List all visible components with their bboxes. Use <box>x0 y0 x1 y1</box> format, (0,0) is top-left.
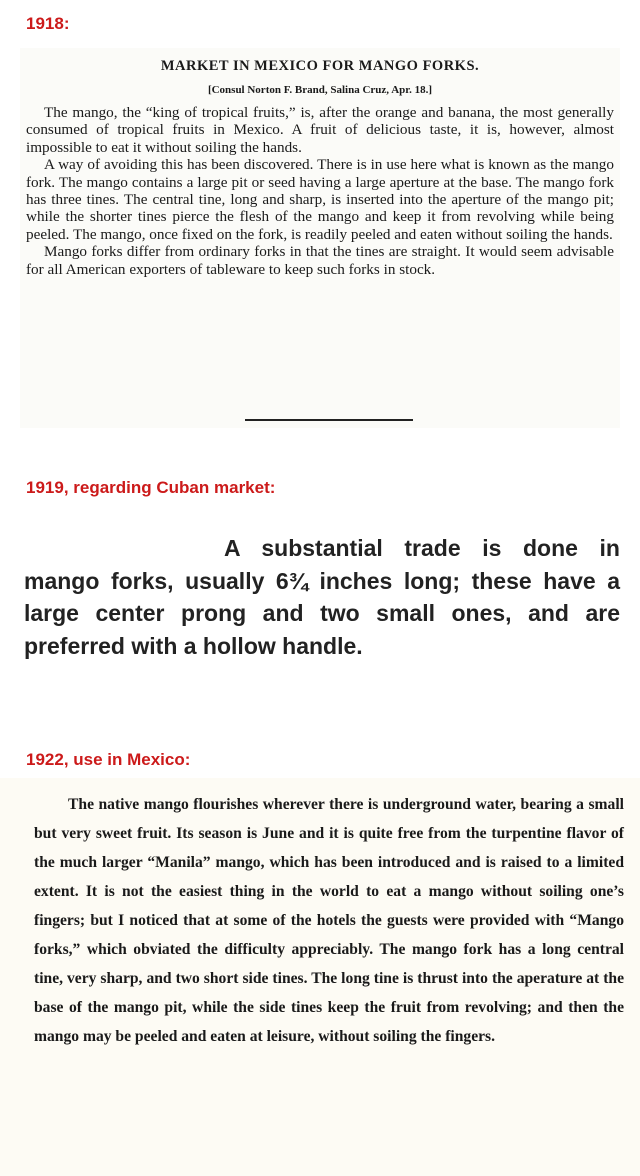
label-1919: 1919, regarding Cuban market: <box>26 478 276 497</box>
clipping-1918-paragraph: Mango forks differ from ordinary forks in that the tines are straight. It would seem advisable for all American exporters of tableware to keep such forks in stock. <box>26 243 614 278</box>
label-1918: 1918: <box>26 14 70 33</box>
clipping-1918-headline: MARKET IN MEXICO FOR MANGO FORKS. <box>160 58 480 74</box>
clipping-1918 <box>20 48 620 428</box>
divider-rule <box>245 419 413 421</box>
clipping-1918-body <box>20 104 620 278</box>
clipping-1922 <box>0 778 640 1176</box>
clipping-1919 <box>24 532 620 702</box>
clipping-1918-paragraph: The mango, the “king of tropical fruits,” is, after the orange and banana, the most generally consumed of tropical fruits in Mexico. A fruit of delicious taste, it is, however, almost impossible to eat it without soiling the hands. <box>26 104 614 156</box>
clipping-1919-text: A substantial trade is done in mango forks, usually 6¾ inches long; these have a large center prong and two small ones, and are preferred with a hollow handle. <box>24 535 620 659</box>
clipping-1922-text: The native mango flourishes wherever there is underground water, bearing a small but very sweet fruit. Its season is June and it is quite free from the turpentine flavor of the much larger “Manila” mango, which has been introduced and is raised to a limited extent. It is not the easiest thing in the world to eat a mango without soiling one’s fingers; but I noticed that at some of the hotels the guests were provided with “Mango forks,” which obviated the difficulty appreciably. The mango fork has a long central tine, very sharp, and two short side tines. The long tine is thrust into the aperature at the base of the mango pit, while the side tines keep the fruit from revolving; and then the mango may be peeled and eaten at leisure, without soiling the fingers. <box>34 796 624 1045</box>
clipping-1918-paragraph: A way of avoiding this has been discovered. There is in use here what is known as the mango fork. The mango contains a large pit or seed having a large aperture at the base. The mango fork has three tines. The central tine, long and sharp, is inserted into the aperture of the mango pit; while the shorter tines pierce the flesh of the mango and keep it from revolving while being peeled. The mango, once fixed on the fork, is readily peeled and eaten without soiling the hands. <box>26 156 614 243</box>
clipping-1918-byline: [Consul Norton F. Brand, Salina Cruz, Apr. 18.] <box>207 84 433 96</box>
label-1922: 1922, use in Mexico: <box>26 750 191 769</box>
